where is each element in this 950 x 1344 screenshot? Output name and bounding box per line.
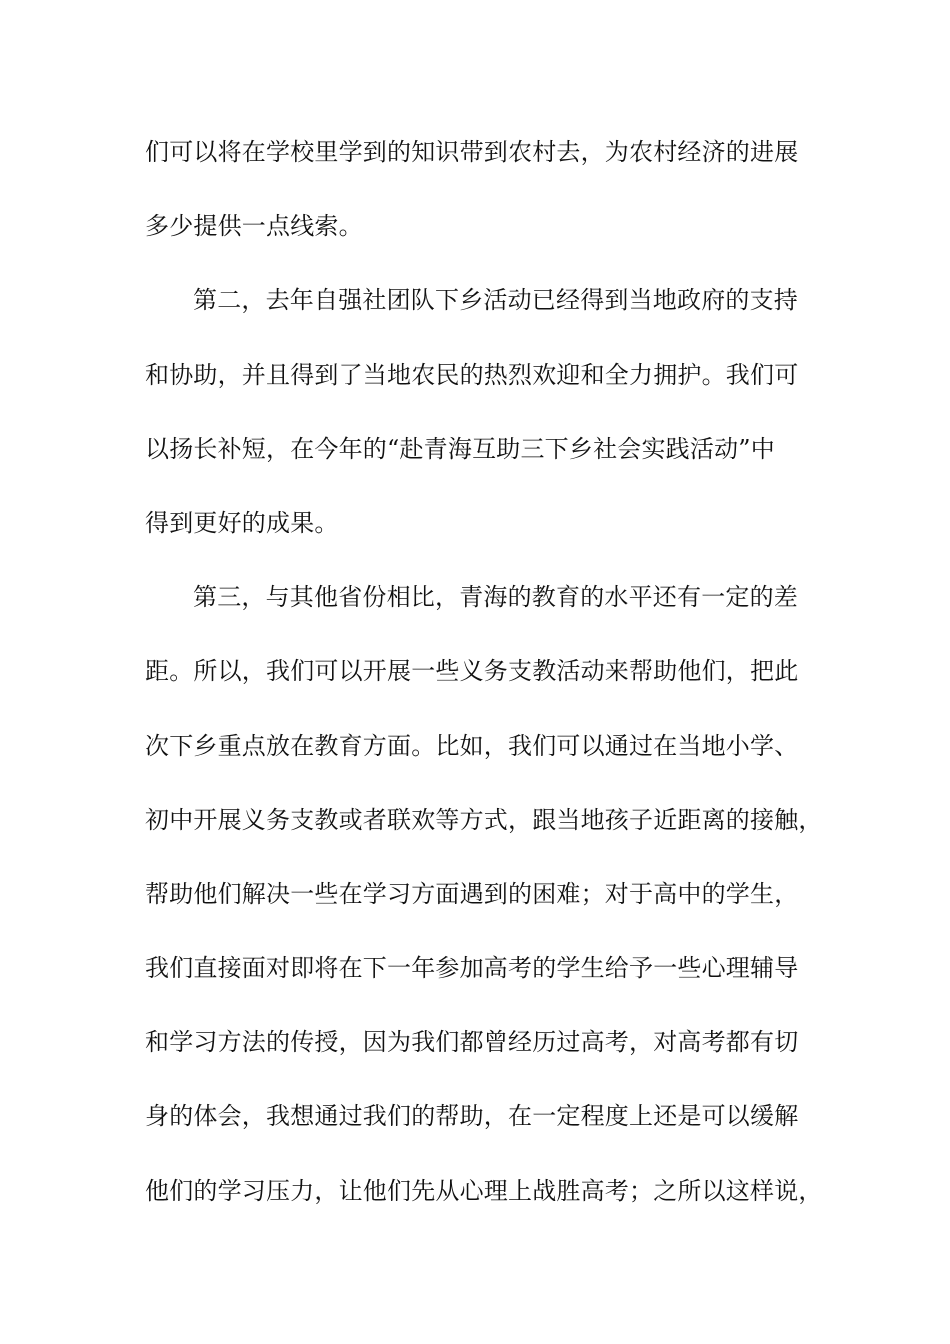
text-line-12: 我们直接面对即将在下一年参加高考的学生给予一些心理辅导: [145, 954, 799, 983]
text-line-7: 第三，与其他省份相比，青海的教育的水平还有一定的差: [193, 583, 798, 612]
document-body: [145, 130, 825, 1243]
text-line-15: 他们的学习压力，让他们先从心理上战胜高考；之所以这样说，: [145, 1176, 823, 1205]
text-line-8: 距。所以，我们可以开展一些义务支教活动来帮助他们，把此: [145, 657, 799, 686]
text-line-13: 和学习方法的传授，因为我们都曾经历过高考，对高考都有切: [145, 1028, 799, 1057]
text-line-14: 身的体会，我想通过我们的帮助，在一定程度上还是可以缓解: [145, 1102, 799, 1131]
text-line-6: 得到更好的成果。: [145, 508, 339, 537]
text-line-9: 次下乡重点放在教育方面。比如，我们可以通过在当地小学、: [145, 731, 799, 760]
text-line-11: 帮助他们解决一些在学习方面遇到的困难；对于高中的学生，: [145, 879, 799, 908]
text-line-2: 多少提供一点线索。: [145, 212, 363, 241]
text-line-3: 第二，去年自强社团队下乡活动已经得到当地政府的支持: [193, 286, 798, 315]
text-line-1: 们可以将在学校里学到的知识带到农村去，为农村经济的进展: [145, 138, 799, 166]
text-line-10: 初中开展义务支教或者联欢等方式，跟当地孩子近距离的接触，: [145, 805, 823, 834]
text-line-5: 以扬长补短，在今年的“赴青海互助三下乡社会实践活动”中: [145, 434, 775, 463]
text-line-4: 和协助，并且得到了当地农民的热烈欢迎和全力拥护。我们可: [145, 360, 799, 389]
